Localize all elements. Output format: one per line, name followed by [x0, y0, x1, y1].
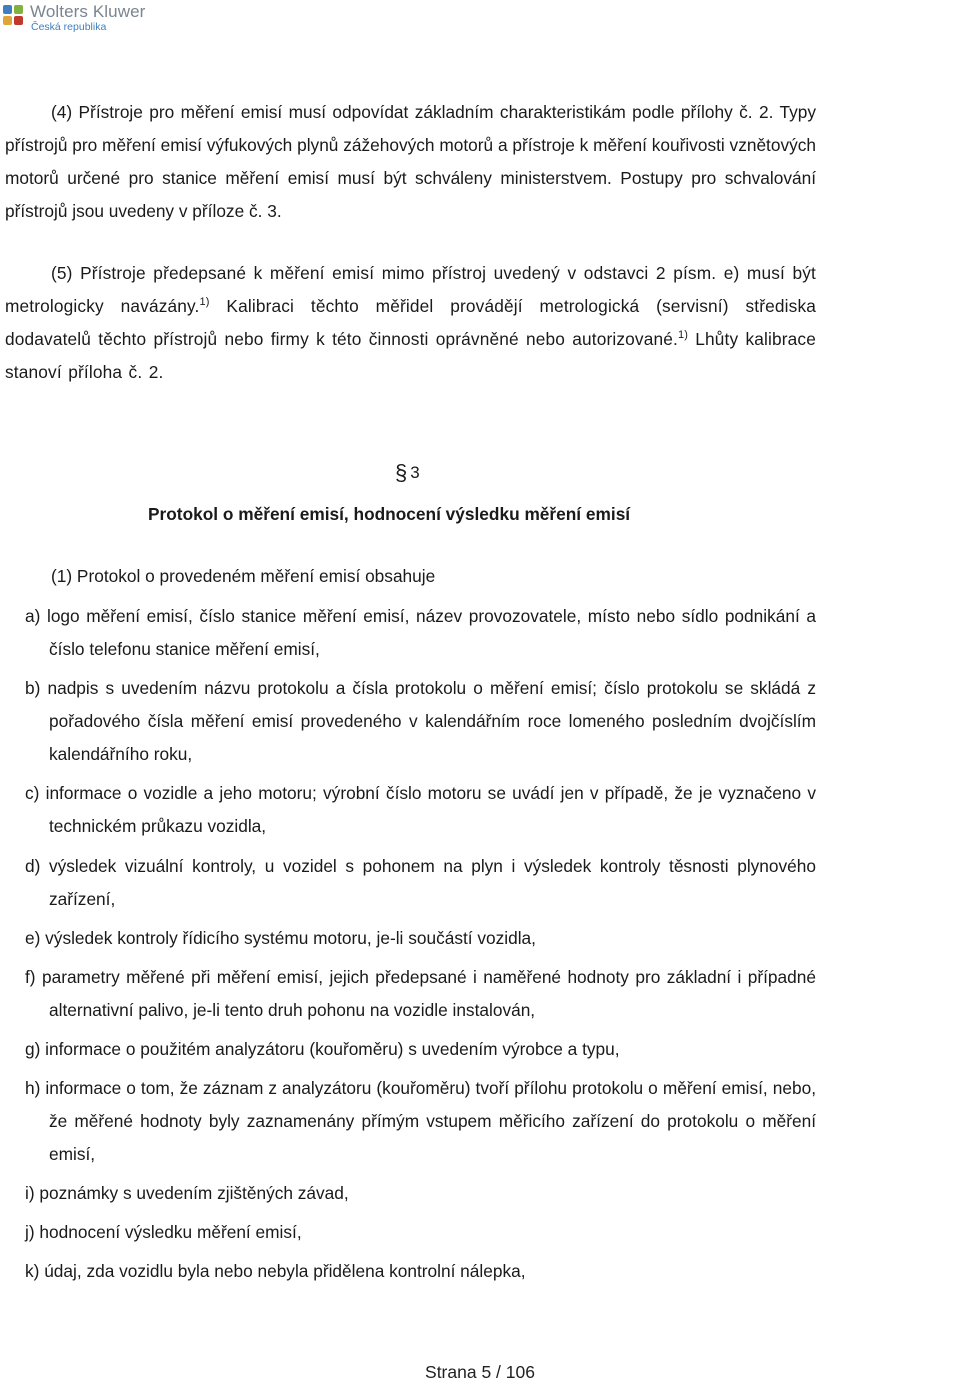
list-item: a) logo měření emisí, číslo stanice měření emisí, název provozovatele, místo nebo sídlo podnikání a číslo telefonu stanice měření emisí, — [25, 606, 816, 659]
section-intro: (1) Protokol o provedeném měření emisí obsahuje — [51, 566, 436, 586]
footnote-ref[interactable]: 1) — [199, 296, 210, 308]
section-symbol: § — [395, 460, 408, 485]
section-number — [395, 458, 420, 484]
paragraph-5 — [5, 257, 816, 389]
list-item: f) parametry měřené při měření emisí, jejich předepsané i naměřené hodnoty pro základní i případné alternativní palivo, je-li tento druh pohonu na vozidle instalován, — [25, 967, 816, 1020]
list-item: d) výsledek vizuální kontroly, u vozidel s pohonem na plyn i výsledek kontroly těsnosti plynového zařízení, — [25, 856, 816, 909]
list-item: g) informace o použitém analyzátoru (kouřoměru) s uvedením výrobce a typu, — [25, 1039, 620, 1059]
paragraph-5-part2: Kalibraci těchto měřidel provádějí metrologická (servisní) střediska dodavatelů těchto přístrojů nebo firmy k této činnosti oprávněné nebo autorizované. — [5, 296, 816, 349]
wolters-kluwer-logo-icon — [3, 5, 25, 27]
list-item: i) poznámky s uvedením zjištěných závad, — [25, 1183, 349, 1203]
list-item: c) informace o vozidle a jeho motoru; výrobní číslo motoru se uvádí jen v případě, že je vyznačeno v technickém průkazu vozidla, — [25, 783, 816, 836]
footnote-ref[interactable]: 1) — [677, 329, 689, 341]
paragraph-4: (4) Přístroje pro měření emisí musí odpovídat základním charakteristikám podle přílohy č. 2. Typy přístrojů pro měření emisí výfukových plynů zážehových motorů a přístroje k měření kouřivosti vznětových motorů určené pro stanice měření emisí musí být schváleny ministerstvem. Postupy pro schvalování přístrojů jsou uvedeny v příloze č. 3. — [5, 102, 816, 221]
page-number: Strana 5 / 106 — [425, 1362, 535, 1382]
section-number-value: 3 — [410, 463, 420, 482]
list-item: j) hodnocení výsledku měření emisí, — [25, 1222, 302, 1242]
paragraph-5-part1: (5) Přístroje předepsané k měření emisí mimo přístroj uvedený v odstavci 2 písm. e) musí být metrologicky navázány. — [5, 263, 816, 316]
list-item: k) údaj, zda vozidlu byla nebo nebyla přidělena kontrolní nálepka, — [25, 1261, 526, 1281]
list-item: b) nadpis s uvedením názvu protokolu a čísla protokolu o měření emisí; číslo protokolu se skládá z pořadového čísla měření emisí provedeného v kalendářním roce lomeného posledním dvojčíslím kalendářního roku, — [25, 678, 816, 764]
list-item: h) informace o tom, že záznam z analyzátoru (kouřoměru) tvoří přílohu protokolu o měření emisí, nebo, že měřené hodnoty byly zaznamenány přímým vstupem měřicího zařízení do protokolu o měření emisí, — [25, 1078, 816, 1164]
publisher-logo — [3, 3, 145, 33]
section-title: Protokol o měření emisí, hodnocení výsledku měření emisí — [148, 504, 631, 524]
logo-subtitle: Česká republika — [31, 21, 107, 33]
logo-name: Wolters Kluwer — [30, 2, 146, 21]
list-item: e) výsledek kontroly řídicího systému motoru, je-li součástí vozidla, — [25, 928, 536, 948]
paragraph-5-part3: Lhůty kalibrace stanoví příloha č. 2. — [5, 329, 816, 382]
